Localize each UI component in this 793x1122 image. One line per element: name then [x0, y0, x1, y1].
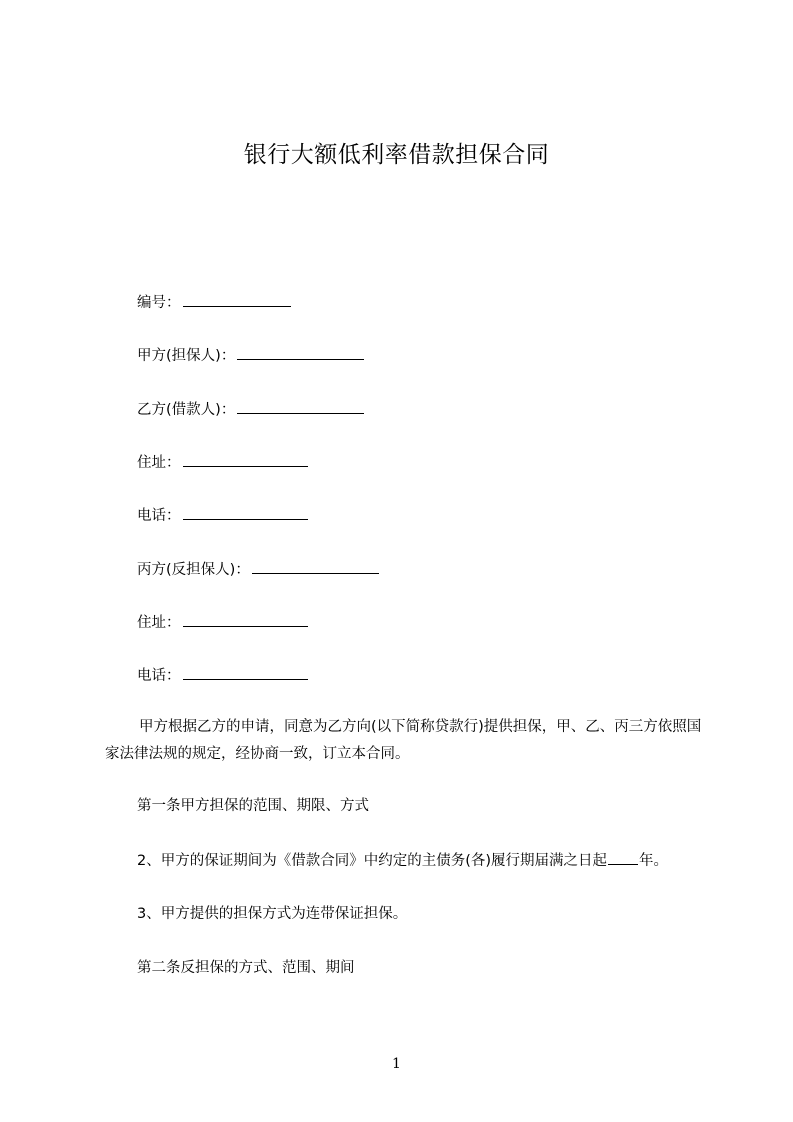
clause-2-text: 2、甲方的保证期间为《借款合同》中约定的主债务(各)履行期届满之日起 — [137, 853, 608, 869]
field-address-1 — [137, 451, 308, 473]
field-label: 电话： — [137, 668, 181, 684]
blank-line — [237, 398, 364, 414]
page-number: 1 — [392, 1056, 401, 1072]
field-party-c — [137, 558, 379, 580]
blank-line — [237, 344, 364, 360]
field-address-2 — [137, 611, 308, 633]
blank-line — [183, 451, 308, 467]
clause-3: 3、甲方提供的担保方式为连带保证担保。 — [137, 906, 408, 922]
blank-line — [252, 558, 379, 574]
field-label: 编号： — [137, 295, 181, 311]
blank-line — [183, 664, 308, 680]
field-label: 住址： — [137, 615, 181, 631]
field-phone-2 — [137, 664, 308, 686]
clause-2 — [137, 850, 668, 871]
article-1-heading: 第一条甲方担保的范围、期限、方式 — [137, 798, 369, 814]
clause-2-suffix: 年。 — [639, 853, 669, 869]
field-contract-number — [137, 291, 291, 313]
article-2-heading: 第二条反担保的方式、范围、期间 — [137, 960, 355, 976]
field-label: 乙方(借款人)： — [137, 402, 236, 418]
field-label: 甲方(担保人)： — [137, 348, 236, 364]
blank-line — [183, 291, 291, 307]
field-party-a — [137, 344, 364, 366]
field-label: 住址： — [137, 455, 181, 471]
page-title: 银行大额低利率借款担保合同 — [243, 142, 550, 168]
intro-paragraph: 甲方根据乙方的申请，同意为乙方向(以下简称贷款行)提供担保，甲、乙、丙三方依照国家法律法规的规定，经协商一致，订立本合同。 — [105, 719, 702, 762]
blank-line — [183, 611, 308, 627]
blank-line — [183, 504, 308, 520]
field-party-b — [137, 398, 364, 420]
field-label: 电话： — [137, 508, 181, 524]
blank-line — [608, 850, 638, 865]
field-phone-1 — [137, 504, 308, 526]
field-label: 丙方(反担保人)： — [137, 562, 250, 578]
